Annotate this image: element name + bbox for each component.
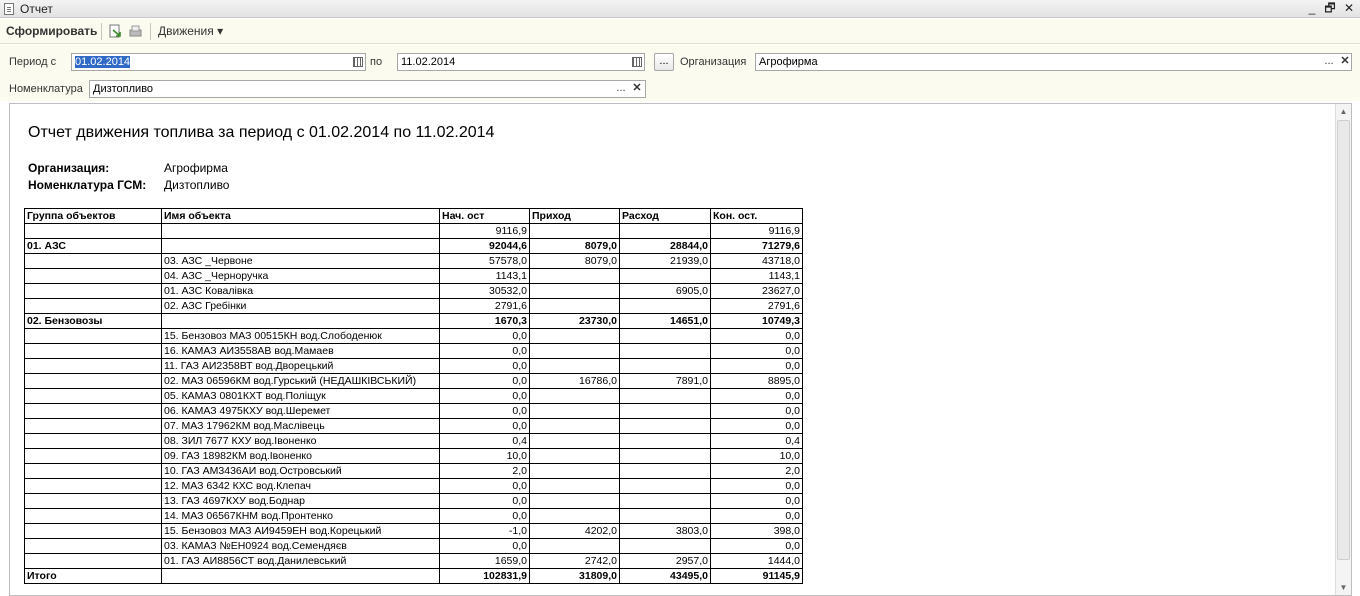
start-balance-cell: 0,0 — [440, 404, 530, 419]
end-balance-cell: 0,0 — [711, 404, 803, 419]
income-cell: 23730,0 — [530, 314, 620, 329]
nomenclature-input[interactable]: Дизтопливо — [89, 80, 646, 98]
group-cell — [25, 419, 162, 434]
expense-cell — [620, 539, 711, 554]
end-balance-cell: 0,0 — [711, 389, 803, 404]
object-name-cell: 02. МАЗ 06596КМ вод.Гурський (НЕДАШКІВСЬКИЙ) — [162, 374, 440, 389]
report-org-label: Организация: — [28, 161, 110, 175]
group-cell: 02. Бензовозы — [25, 314, 162, 329]
vertical-scrollbar[interactable] — [1335, 104, 1351, 595]
expense-cell: 7891,0 — [620, 374, 711, 389]
start-balance-cell: 2,0 — [440, 464, 530, 479]
expense-cell — [620, 419, 711, 434]
table-row — [25, 524, 803, 539]
income-cell — [530, 224, 620, 239]
table-row — [25, 494, 803, 509]
report-nom-value: Дизтопливо — [164, 178, 230, 192]
report-title: Отчет движения топлива за период с 01.02.2014 по 11.02.2014 — [28, 124, 495, 141]
column-header: Приход — [530, 209, 620, 224]
start-balance-cell: 10,0 — [440, 449, 530, 464]
export-icon[interactable] — [108, 24, 123, 39]
table-row — [25, 464, 803, 479]
calendar-icon[interactable] — [350, 54, 366, 70]
group-cell: 01. АЗС — [25, 239, 162, 254]
object-name-cell: 02. АЗС Гребінки — [162, 299, 440, 314]
start-balance-cell: -1,0 — [440, 524, 530, 539]
table-row — [25, 359, 803, 374]
end-balance-cell: 1143,1 — [711, 269, 803, 284]
table-row — [25, 554, 803, 569]
object-name-cell: 05. КАМАЗ 0801КХТ вод.Поліщук — [162, 389, 440, 404]
table-row — [25, 314, 803, 329]
end-balance-cell: 0,4 — [711, 434, 803, 449]
start-balance-cell: 0,0 — [440, 344, 530, 359]
expense-cell: 2957,0 — [620, 554, 711, 569]
object-name-cell: 12. МАЗ 6342 КХС вод.Клепач — [162, 479, 440, 494]
fuel-movement-table — [24, 208, 803, 584]
expense-cell — [620, 269, 711, 284]
income-cell — [530, 404, 620, 419]
start-balance-cell: 1670,3 — [440, 314, 530, 329]
end-balance-cell: 2791,6 — [711, 299, 803, 314]
table-row — [25, 539, 803, 554]
group-cell — [25, 404, 162, 419]
table-row — [25, 344, 803, 359]
expense-cell — [620, 344, 711, 359]
movements-label: Движения — [158, 24, 214, 38]
income-cell — [530, 479, 620, 494]
end-balance-cell: 2,0 — [711, 464, 803, 479]
group-cell — [25, 284, 162, 299]
period-to-label: по — [370, 56, 383, 68]
end-balance-cell: 10749,3 — [711, 314, 803, 329]
expense-cell — [620, 479, 711, 494]
income-cell — [530, 389, 620, 404]
object-name-cell: 15. Бензовоз МАЗ АИ9459ЕН вод.Корецький — [162, 524, 440, 539]
income-cell — [530, 494, 620, 509]
toolbar-separator — [101, 23, 102, 40]
start-balance-cell: 0,0 — [440, 359, 530, 374]
group-cell — [25, 374, 162, 389]
income-cell — [530, 434, 620, 449]
group-cell — [25, 494, 162, 509]
income-cell — [530, 359, 620, 374]
end-balance-cell: 1444,0 — [711, 554, 803, 569]
expense-cell — [620, 329, 711, 344]
end-balance-cell: 10,0 — [711, 449, 803, 464]
object-name-cell: 14. МАЗ 06567КНМ вод.Пронтенко — [162, 509, 440, 524]
object-name-cell: 03. КАМАЗ №ЕН0924 вод.Семендяєв — [162, 539, 440, 554]
expense-cell — [620, 404, 711, 419]
group-cell — [25, 359, 162, 374]
object-name-cell: 16. КАМАЗ АИ3558АВ вод.Мамаев — [162, 344, 440, 359]
object-name-cell: 01. АЗС Ковалівка — [162, 284, 440, 299]
close-button[interactable]: ✕ — [1343, 1, 1355, 15]
table-row — [25, 254, 803, 269]
start-balance-cell: 57578,0 — [440, 254, 530, 269]
end-balance-cell: 0,0 — [711, 359, 803, 374]
end-balance-cell: 71279,6 — [711, 239, 803, 254]
end-balance-cell: 0,0 — [711, 419, 803, 434]
object-name-cell: 09. ГАЗ 18982КМ вод.Івоненко — [162, 449, 440, 464]
calendar-icon[interactable] — [629, 54, 645, 70]
scroll-down-icon[interactable]: ▼ — [1339, 583, 1348, 592]
scroll-up-icon[interactable]: ▲ — [1339, 107, 1348, 116]
minimize-button[interactable]: _ — [1308, 1, 1316, 15]
end-balance-cell: 8895,0 — [711, 374, 803, 389]
expense-cell: 43495,0 — [620, 569, 711, 584]
group-cell — [25, 449, 162, 464]
object-name-cell: 01. ГАЗ АИ8856СТ вод.Данилевський — [162, 554, 440, 569]
object-name-cell: 13. ГАЗ 4697КХУ вод.Боднар — [162, 494, 440, 509]
column-header: Кон. ост. — [711, 209, 803, 224]
income-cell: 8079,0 — [530, 254, 620, 269]
period-to-input[interactable]: 11.02.2014 — [397, 53, 645, 71]
table-row — [25, 329, 803, 344]
start-balance-cell: 0,0 — [440, 389, 530, 404]
window-title: Отчет — [20, 2, 53, 16]
start-balance-cell: 102831,9 — [440, 569, 530, 584]
table-row — [25, 239, 803, 254]
table-row — [25, 449, 803, 464]
table-row — [25, 479, 803, 494]
document-icon — [4, 3, 14, 15]
period-from-input[interactable]: 01.02.2014 — [71, 53, 366, 71]
start-balance-cell: 30532,0 — [440, 284, 530, 299]
table-row — [25, 269, 803, 284]
start-balance-cell: 1143,1 — [440, 269, 530, 284]
object-name-cell — [162, 239, 440, 254]
income-cell — [530, 449, 620, 464]
report-nom-label: Номенклатура ГСМ: — [28, 178, 147, 192]
start-balance-cell: 0,0 — [440, 494, 530, 509]
income-cell: 8079,0 — [530, 239, 620, 254]
end-balance-cell: 0,0 — [711, 479, 803, 494]
group-cell — [25, 554, 162, 569]
generate-button[interactable]: Сформировать — [6, 24, 98, 38]
income-cell — [530, 419, 620, 434]
start-balance-cell: 0,0 — [440, 419, 530, 434]
object-name-cell: 04. АЗС _Черноручка — [162, 269, 440, 284]
end-balance-cell: 0,0 — [711, 344, 803, 359]
end-balance-cell: 0,0 — [711, 329, 803, 344]
organization-clear-icon[interactable]: ✕ — [1340, 55, 1350, 67]
income-cell — [530, 269, 620, 284]
table-row — [25, 374, 803, 389]
start-balance-cell: 2791,6 — [440, 299, 530, 314]
object-name-cell: 07. МАЗ 17962КМ вод.Маслівець — [162, 419, 440, 434]
group-cell — [25, 224, 162, 239]
object-name-cell: 06. КАМАЗ 4975КХУ вод.Шеремет — [162, 404, 440, 419]
object-name-cell: 11. ГАЗ АИ2358ВТ вод.Дворецький — [162, 359, 440, 374]
table-row — [25, 224, 803, 239]
report-area[interactable] — [9, 103, 1352, 596]
start-balance-cell: 9116,9 — [440, 224, 530, 239]
object-name-cell — [162, 224, 440, 239]
object-name-cell: 15. Бензовоз МАЗ 00515КН вод.Слободенюк — [162, 329, 440, 344]
movements-menu-button[interactable] — [158, 23, 223, 40]
table-row — [25, 404, 803, 419]
end-balance-cell: 9116,9 — [711, 224, 803, 239]
income-cell — [530, 464, 620, 479]
expense-cell — [620, 224, 711, 239]
start-balance-cell: 1659,0 — [440, 554, 530, 569]
group-cell — [25, 389, 162, 404]
start-balance-cell: 0,0 — [440, 329, 530, 344]
period-from-label: Период с — [9, 56, 57, 68]
expense-cell: 21939,0 — [620, 254, 711, 269]
start-balance-cell: 0,0 — [440, 539, 530, 554]
nomenclature-select-button[interactable]: ... — [616, 82, 626, 94]
start-balance-cell: 0,4 — [440, 434, 530, 449]
expense-cell: 14651,0 — [620, 314, 711, 329]
income-cell: 2742,0 — [530, 554, 620, 569]
filters-panel — [0, 45, 1360, 101]
expense-cell — [620, 449, 711, 464]
print-icon[interactable] — [128, 24, 143, 39]
restore-button[interactable]: 🗗 — [1324, 1, 1336, 15]
group-cell — [25, 539, 162, 554]
table-row — [25, 299, 803, 314]
organization-label: Организация — [680, 56, 747, 68]
expense-cell — [620, 359, 711, 374]
column-header: Нач. ост — [440, 209, 530, 224]
table-row — [25, 284, 803, 299]
nomenclature-clear-icon[interactable]: ✕ — [632, 82, 642, 94]
group-cell — [25, 269, 162, 284]
end-balance-cell: 43718,0 — [711, 254, 803, 269]
income-cell: 31809,0 — [530, 569, 620, 584]
period-select-button[interactable]: ... — [654, 53, 674, 71]
toolbar — [0, 19, 1360, 44]
start-balance-cell: 92044,6 — [440, 239, 530, 254]
expense-cell — [620, 509, 711, 524]
income-cell — [530, 299, 620, 314]
expense-cell: 3803,0 — [620, 524, 711, 539]
group-cell — [25, 509, 162, 524]
group-cell — [25, 299, 162, 314]
group-cell: Итого — [25, 569, 162, 584]
end-balance-cell: 91145,9 — [711, 569, 803, 584]
income-cell: 16786,0 — [530, 374, 620, 389]
column-header: Группа объектов — [25, 209, 162, 224]
organization-input[interactable]: Агрофирма — [755, 53, 1352, 71]
table-row — [25, 569, 803, 584]
income-cell — [530, 509, 620, 524]
scroll-thumb[interactable] — [1337, 120, 1350, 560]
end-balance-cell: 0,0 — [711, 509, 803, 524]
expense-cell: 6905,0 — [620, 284, 711, 299]
start-balance-cell: 0,0 — [440, 509, 530, 524]
organization-select-button[interactable]: ... — [1324, 55, 1334, 67]
object-name-cell: 03. АЗС _Червоне — [162, 254, 440, 269]
expense-cell: 28844,0 — [620, 239, 711, 254]
end-balance-cell: 23627,0 — [711, 284, 803, 299]
expense-cell — [620, 494, 711, 509]
report-org-value: Агрофирма — [164, 161, 228, 175]
group-cell — [25, 254, 162, 269]
toolbar-separator — [150, 23, 151, 40]
window-titlebar — [0, 0, 1360, 18]
expense-cell — [620, 464, 711, 479]
expense-cell — [620, 434, 711, 449]
group-cell — [25, 524, 162, 539]
income-cell — [530, 344, 620, 359]
object-name-cell — [162, 569, 440, 584]
column-header: Расход — [620, 209, 711, 224]
table-row — [25, 389, 803, 404]
object-name-cell — [162, 314, 440, 329]
table-row — [25, 509, 803, 524]
income-cell — [530, 539, 620, 554]
income-cell — [530, 284, 620, 299]
object-name-cell: 10. ГАЗ АМ3436АИ вод.Островський — [162, 464, 440, 479]
table-row — [25, 419, 803, 434]
group-cell — [25, 329, 162, 344]
nomenclature-label: Номенклатура — [9, 83, 83, 95]
start-balance-cell: 0,0 — [440, 479, 530, 494]
end-balance-cell: 0,0 — [711, 494, 803, 509]
end-balance-cell: 398,0 — [711, 524, 803, 539]
group-cell — [25, 344, 162, 359]
income-cell — [530, 329, 620, 344]
income-cell: 4202,0 — [530, 524, 620, 539]
start-balance-cell: 0,0 — [440, 374, 530, 389]
expense-cell — [620, 299, 711, 314]
table-header-row — [25, 209, 803, 224]
group-cell — [25, 464, 162, 479]
group-cell — [25, 479, 162, 494]
end-balance-cell: 0,0 — [711, 539, 803, 554]
table-row — [25, 434, 803, 449]
group-cell — [25, 434, 162, 449]
chevron-down-icon: ▾ — [217, 24, 224, 38]
object-name-cell: 08. ЗИЛ 7677 КХУ вод.Івоненко — [162, 434, 440, 449]
column-header: Имя объекта — [162, 209, 440, 224]
expense-cell — [620, 389, 711, 404]
